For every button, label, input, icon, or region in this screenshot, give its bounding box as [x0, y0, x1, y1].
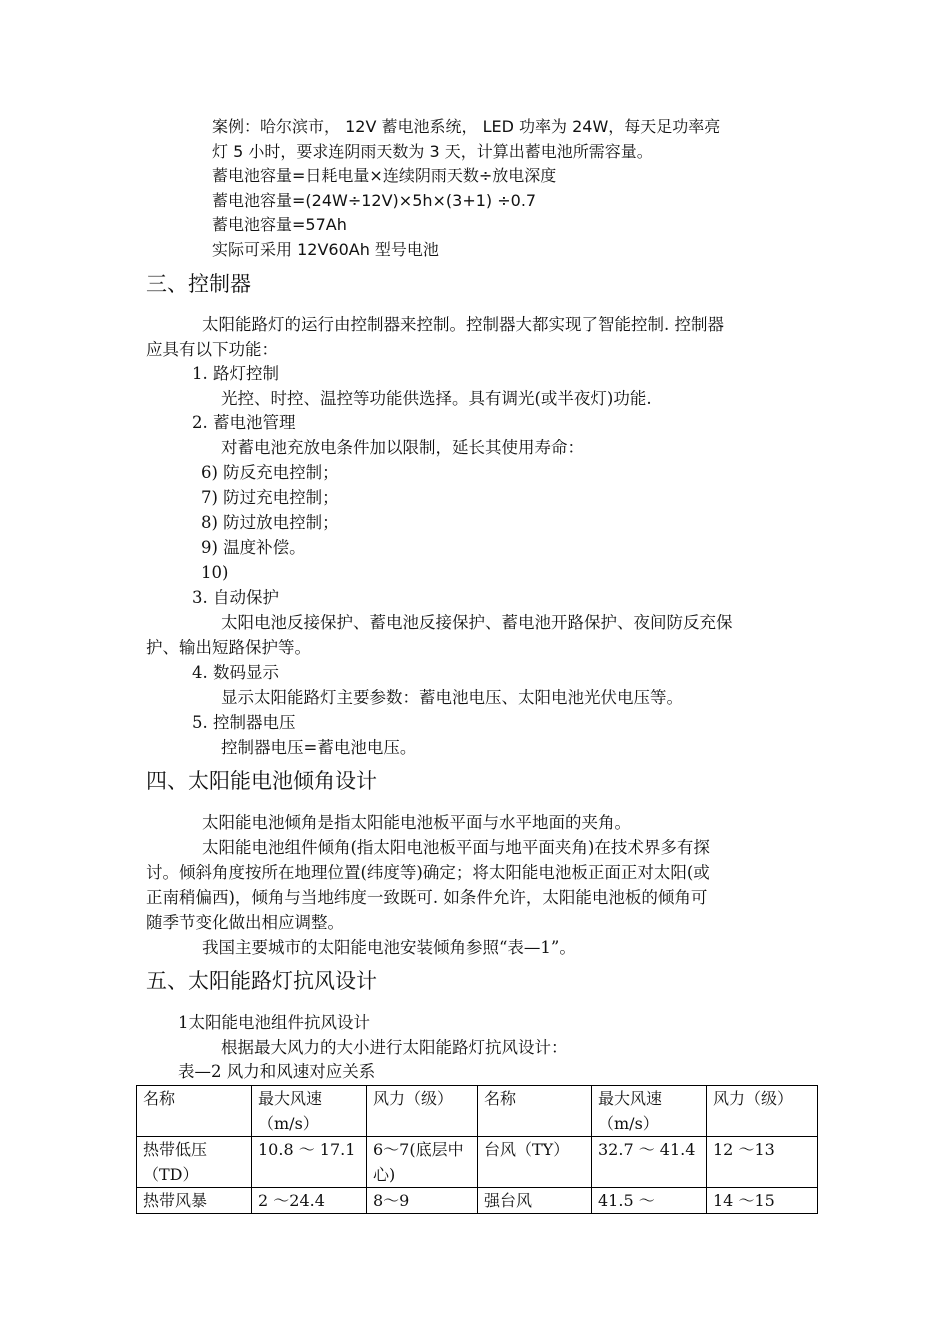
cell-force-1: 6～7(底层中心) [367, 1137, 478, 1188]
cell-speed-1: 10.8 ～ 17.1 [252, 1137, 367, 1188]
sec4-para-2-line-2: 讨。倾斜角度按所在地理位置(纬度等)确定；将太阳能电池板正面正对太阳(或 [146, 863, 710, 882]
header-force-1: 风力（级） [367, 1086, 478, 1137]
sec3-item-5-body: 控制器电压=蓄电池电压。 [221, 738, 417, 757]
sec3-item-2-body: 对蓄电池充放电条件加以限制，延长其使用寿命： [221, 438, 584, 457]
sec4-para-2-line-3: 正南稍偏西)，倾角与当地纬度一致既可. 如条件允许，太阳能电池板的倾角可 [146, 888, 708, 907]
cell-force-2: 12 ～13 [707, 1137, 818, 1188]
cell-speed-2: 41.5 ～ [592, 1188, 707, 1214]
cell-speed-2: 32.7 ～ 41.4 [592, 1137, 707, 1188]
header-force-2: 风力（级） [707, 1086, 818, 1137]
case-line-3: 蓄电池容量=日耗电量×连续阴雨天数÷放电深度 [212, 166, 557, 185]
cell-name-2: 台风（TY） [478, 1137, 592, 1188]
cell-speed-1: 2 ～24.4 [252, 1188, 367, 1214]
case-line-2: 灯 5 小时，要求连阴雨天数为 3 天，计算出蓄电池所需容量。 [212, 142, 653, 161]
sec4-para-1: 太阳能电池倾角是指太阳能电池板平面与水平地面的夹角。 [202, 813, 631, 832]
sec5-subsection-1: 1太阳能电池组件抗风设计 [178, 1013, 370, 1032]
header-speed-1: 最大风速（m/s） [252, 1086, 367, 1137]
cell-force-1: 8～9 [367, 1188, 478, 1214]
sec3-item-1-body: 光控、时控、温控等功能供选择。具有调光(或半夜灯)功能. [221, 389, 652, 408]
sec3-sub-9: 9) 温度补偿。 [201, 538, 306, 557]
wind-speed-table [136, 1085, 818, 1214]
sec3-item-3: 3. 自动保护 [192, 588, 279, 607]
sec3-sub-10: 10) [201, 563, 229, 582]
header-name-2: 名称 [478, 1086, 592, 1137]
table-header-row [137, 1086, 818, 1137]
sec4-para-2-line-1: 太阳能电池组件倾角(指太阳电池板平面与地平面夹角)在技术界多有探 [202, 838, 710, 857]
sec3-intro-1: 太阳能路灯的运行由控制器来控制。控制器大都实现了智能控制. 控制器 [202, 315, 724, 334]
sec3-item-4-body: 显示太阳能路灯主要参数：蓄电池电压、太阳电池光伏电压等。 [221, 688, 683, 707]
case-line-4: 蓄电池容量=(24W÷12V)×5h×(3+1) ÷0.7 [212, 191, 537, 210]
cell-name-1: 热带低压（TD） [137, 1137, 252, 1188]
sec3-intro-2: 应具有以下功能： [146, 340, 278, 359]
sec4-para-3: 我国主要城市的太阳能电池安装倾角参照“表—1”。 [202, 938, 576, 957]
sec3-item-4: 4. 数码显示 [192, 663, 279, 682]
cell-force-2: 14 ～15 [707, 1188, 818, 1214]
sec3-sub-6: 6) 防反充电控制； [201, 463, 339, 482]
table-row [137, 1188, 818, 1214]
sec3-item-5: 5. 控制器电压 [192, 713, 296, 732]
header-name-1: 名称 [137, 1086, 252, 1137]
section-4-heading: 四、太阳能电池倾角设计 [146, 769, 377, 793]
sec4-para-2-line-4: 随季节变化做出相应调整。 [146, 913, 344, 932]
case-line-1: 案例：哈尔滨市， 12V 蓄电池系统， LED 功率为 24W，每天足功率亮 [212, 117, 721, 136]
cell-name-1: 热带风暴 [137, 1188, 252, 1214]
sec3-item-3-body-2: 护、输出短路保护等。 [146, 638, 311, 657]
section-5-heading: 五、太阳能路灯抗风设计 [146, 969, 377, 993]
table-caption: 表—2 风力和风速对应关系 [178, 1062, 376, 1081]
sec5-subsection-1-body: 根据最大风力的大小进行太阳能路灯抗风设计： [221, 1038, 568, 1057]
sec3-item-1: 1. 路灯控制 [192, 364, 279, 383]
header-speed-2: 最大风速（m/s） [592, 1086, 707, 1137]
case-line-5: 蓄电池容量=57Ah [212, 215, 347, 234]
cell-name-2: 强台风 [478, 1188, 592, 1214]
table-row [137, 1137, 818, 1188]
sec3-sub-7: 7) 防过充电控制； [201, 488, 339, 507]
sec3-item-2: 2. 蓄电池管理 [192, 413, 296, 432]
sec3-sub-8: 8) 防过放电控制； [201, 513, 339, 532]
case-line-6: 实际可采用 12V60Ah 型号电池 [212, 240, 439, 259]
section-3-heading: 三、控制器 [146, 272, 251, 296]
sec3-item-3-body-1: 太阳电池反接保护、蓄电池反接保护、蓄电池开路保护、夜间防反充保 [221, 613, 733, 632]
